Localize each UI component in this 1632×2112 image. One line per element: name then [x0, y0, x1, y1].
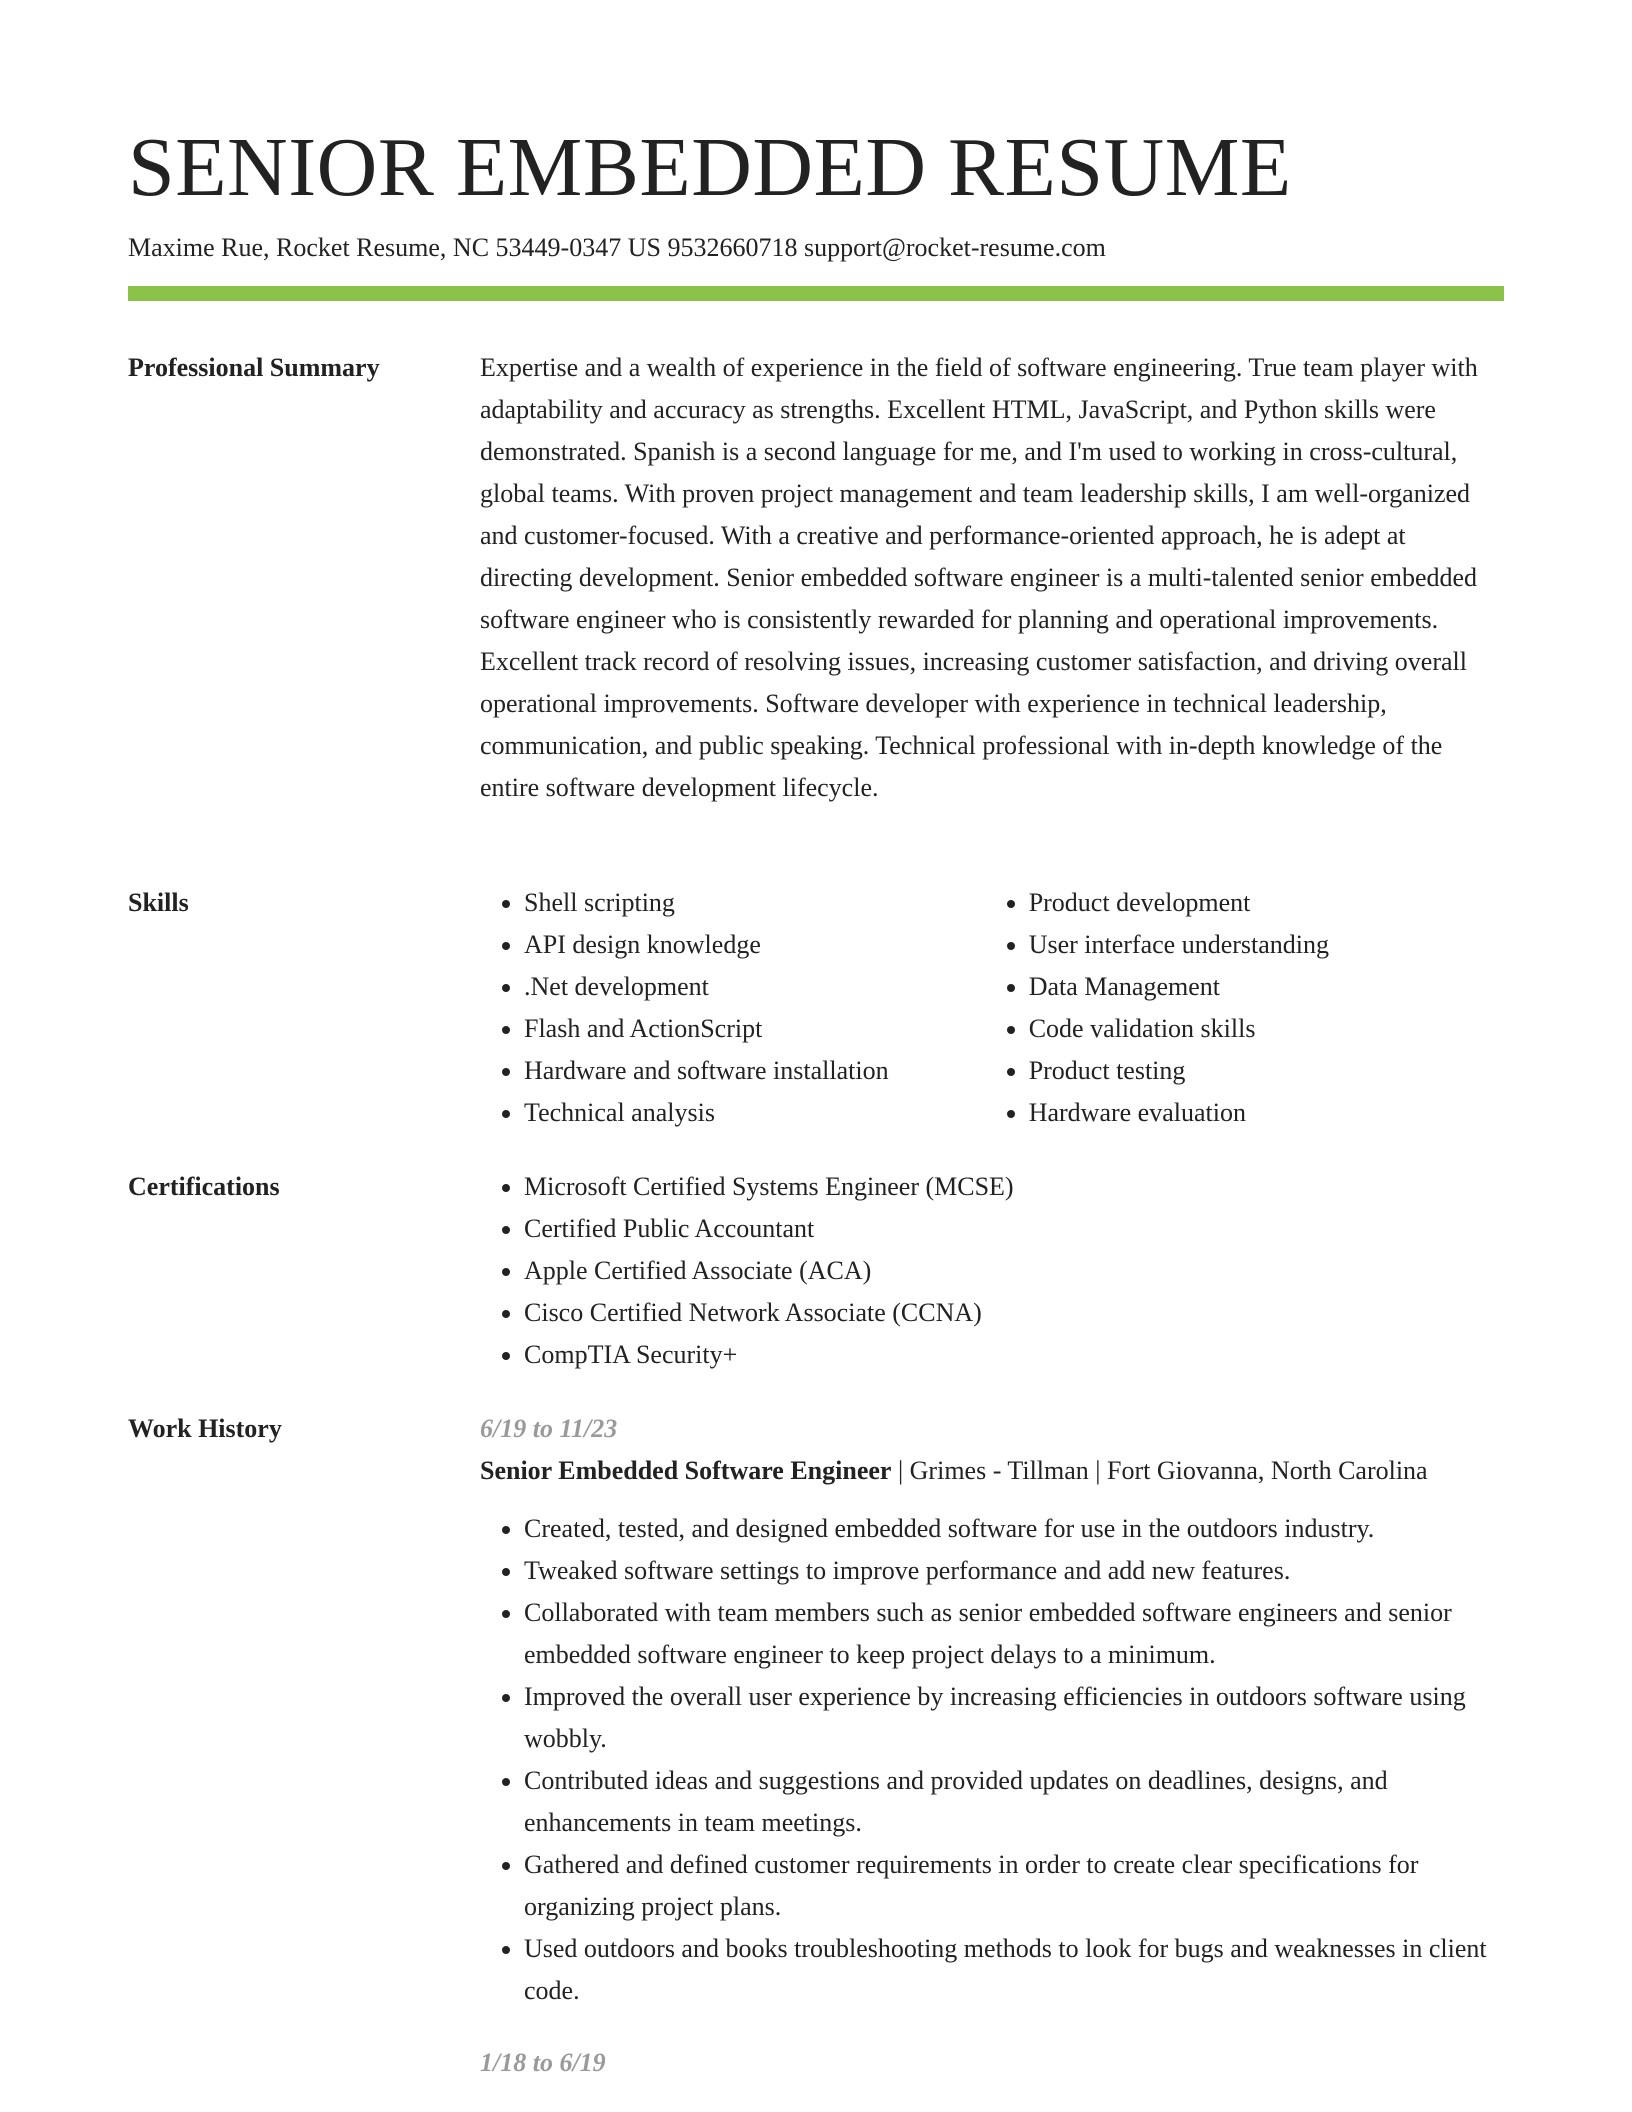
- job-duty-item: • Tweaked software settings to improve performance and add new features.: [524, 1550, 1504, 1592]
- certifications-heading: Certifications: [128, 1172, 280, 1201]
- skills-heading: Skills: [128, 888, 189, 917]
- skill-item: • .Net development: [524, 966, 985, 1008]
- work-history-body: [480, 1408, 1504, 2084]
- skill-item: • Flash and ActionScript: [524, 1008, 985, 1050]
- job-dates: 1/18 to 6/19: [480, 2048, 606, 2077]
- certification-item: • Cisco Certified Network Associate (CCNA): [524, 1292, 1504, 1334]
- skill-item: • Hardware evaluation: [1029, 1092, 1504, 1134]
- skills-list: [480, 882, 1504, 1134]
- job-details: | Grimes - Tillman | Fort Giovanna, North Carolina: [891, 1456, 1428, 1485]
- job-duty-item: • Contributed ideas and suggestions and provided updates on deadlines, designs, and enhancements in team meetings.: [524, 1760, 1504, 1844]
- resume-title: SENIOR EMBEDDED RESUME: [128, 121, 1292, 214]
- skill-item: • Code validation skills: [1029, 1008, 1504, 1050]
- summary-body: [480, 347, 1504, 809]
- certifications-list: [480, 1166, 1504, 1376]
- job-duty-item: • Created, tested, and designed embedded software for use in the outdoors industry.: [524, 1508, 1504, 1550]
- skill-item: • API design knowledge: [524, 924, 985, 966]
- contact-line: Maxime Rue, Rocket Resume, NC 53449-0347 US 9532660718 support@rocket-resume.com: [128, 233, 1106, 262]
- skills-column-2: [985, 882, 1504, 1134]
- header-divider: [128, 286, 1504, 301]
- job-title: Senior Embedded Software Engineer: [480, 1456, 892, 1485]
- summary-text: Expertise and a wealth of experience in the field of software engineering. True team player with adaptability and accuracy as strengths. Excellent HTML, JavaScript, and Python skills were demonstrated. Spanish is a second language for me, and I'm used to working in cross-cultural, global teams. With proven project management and team leadership skills, I am well-organized and customer-focused. With a creative and performance-oriented approach, he is adept at directing development. Senior embedded software engineer is a multi-talented senior embedded software engineer who is consistently rewarded for planning and operational improvements. Excellent track record of resolving issues, increasing customer satisfaction, and driving overall operational improvements. Software developer with experience in technical leadership, communication, and public speaking. Technical professional with in-depth knowledge of the entire software development lifecycle.: [480, 353, 1478, 802]
- job-entry: [480, 2042, 1504, 2084]
- job-heading: [480, 1450, 1504, 1492]
- skill-item: • Shell scripting: [524, 882, 985, 924]
- skill-item: • Hardware and software installation: [524, 1050, 985, 1092]
- job-duty-item: • Used outdoors and books troubleshooting methods to look for bugs and weaknesses in client code.: [524, 1928, 1504, 2012]
- job-entry: [480, 1408, 1504, 2012]
- skills-column-1: [480, 882, 985, 1134]
- skill-item: • User interface understanding: [1029, 924, 1504, 966]
- job-duty-item: • Improved the overall user experience by increasing efficiencies in outdoors software using wobbly.: [524, 1676, 1504, 1760]
- certification-item: • Certified Public Accountant: [524, 1208, 1504, 1250]
- certification-item: • Apple Certified Associate (ACA): [524, 1250, 1504, 1292]
- job-duty-item: • Collaborated with team members such as senior embedded software engineers and senior embedded software engineer to keep project delays to a minimum.: [524, 1592, 1504, 1676]
- skill-item: • Data Management: [1029, 966, 1504, 1008]
- skill-item: • Product testing: [1029, 1050, 1504, 1092]
- certification-item: • Microsoft Certified Systems Engineer (MCSE): [524, 1166, 1504, 1208]
- certification-item: • CompTIA Security+: [524, 1334, 1504, 1376]
- summary-heading: Professional Summary: [128, 353, 380, 382]
- job-dates: 6/19 to 11/23: [480, 1414, 618, 1443]
- certifications-body: [480, 1166, 1504, 1376]
- skill-item: • Product development: [1029, 882, 1504, 924]
- job-duties-list: [480, 1508, 1504, 2012]
- work-history-heading: Work History: [128, 1414, 282, 1443]
- job-duty-item: • Gathered and defined customer requirements in order to create clear specifications for organizing project plans.: [524, 1844, 1504, 1928]
- skill-item: • Technical analysis: [524, 1092, 985, 1134]
